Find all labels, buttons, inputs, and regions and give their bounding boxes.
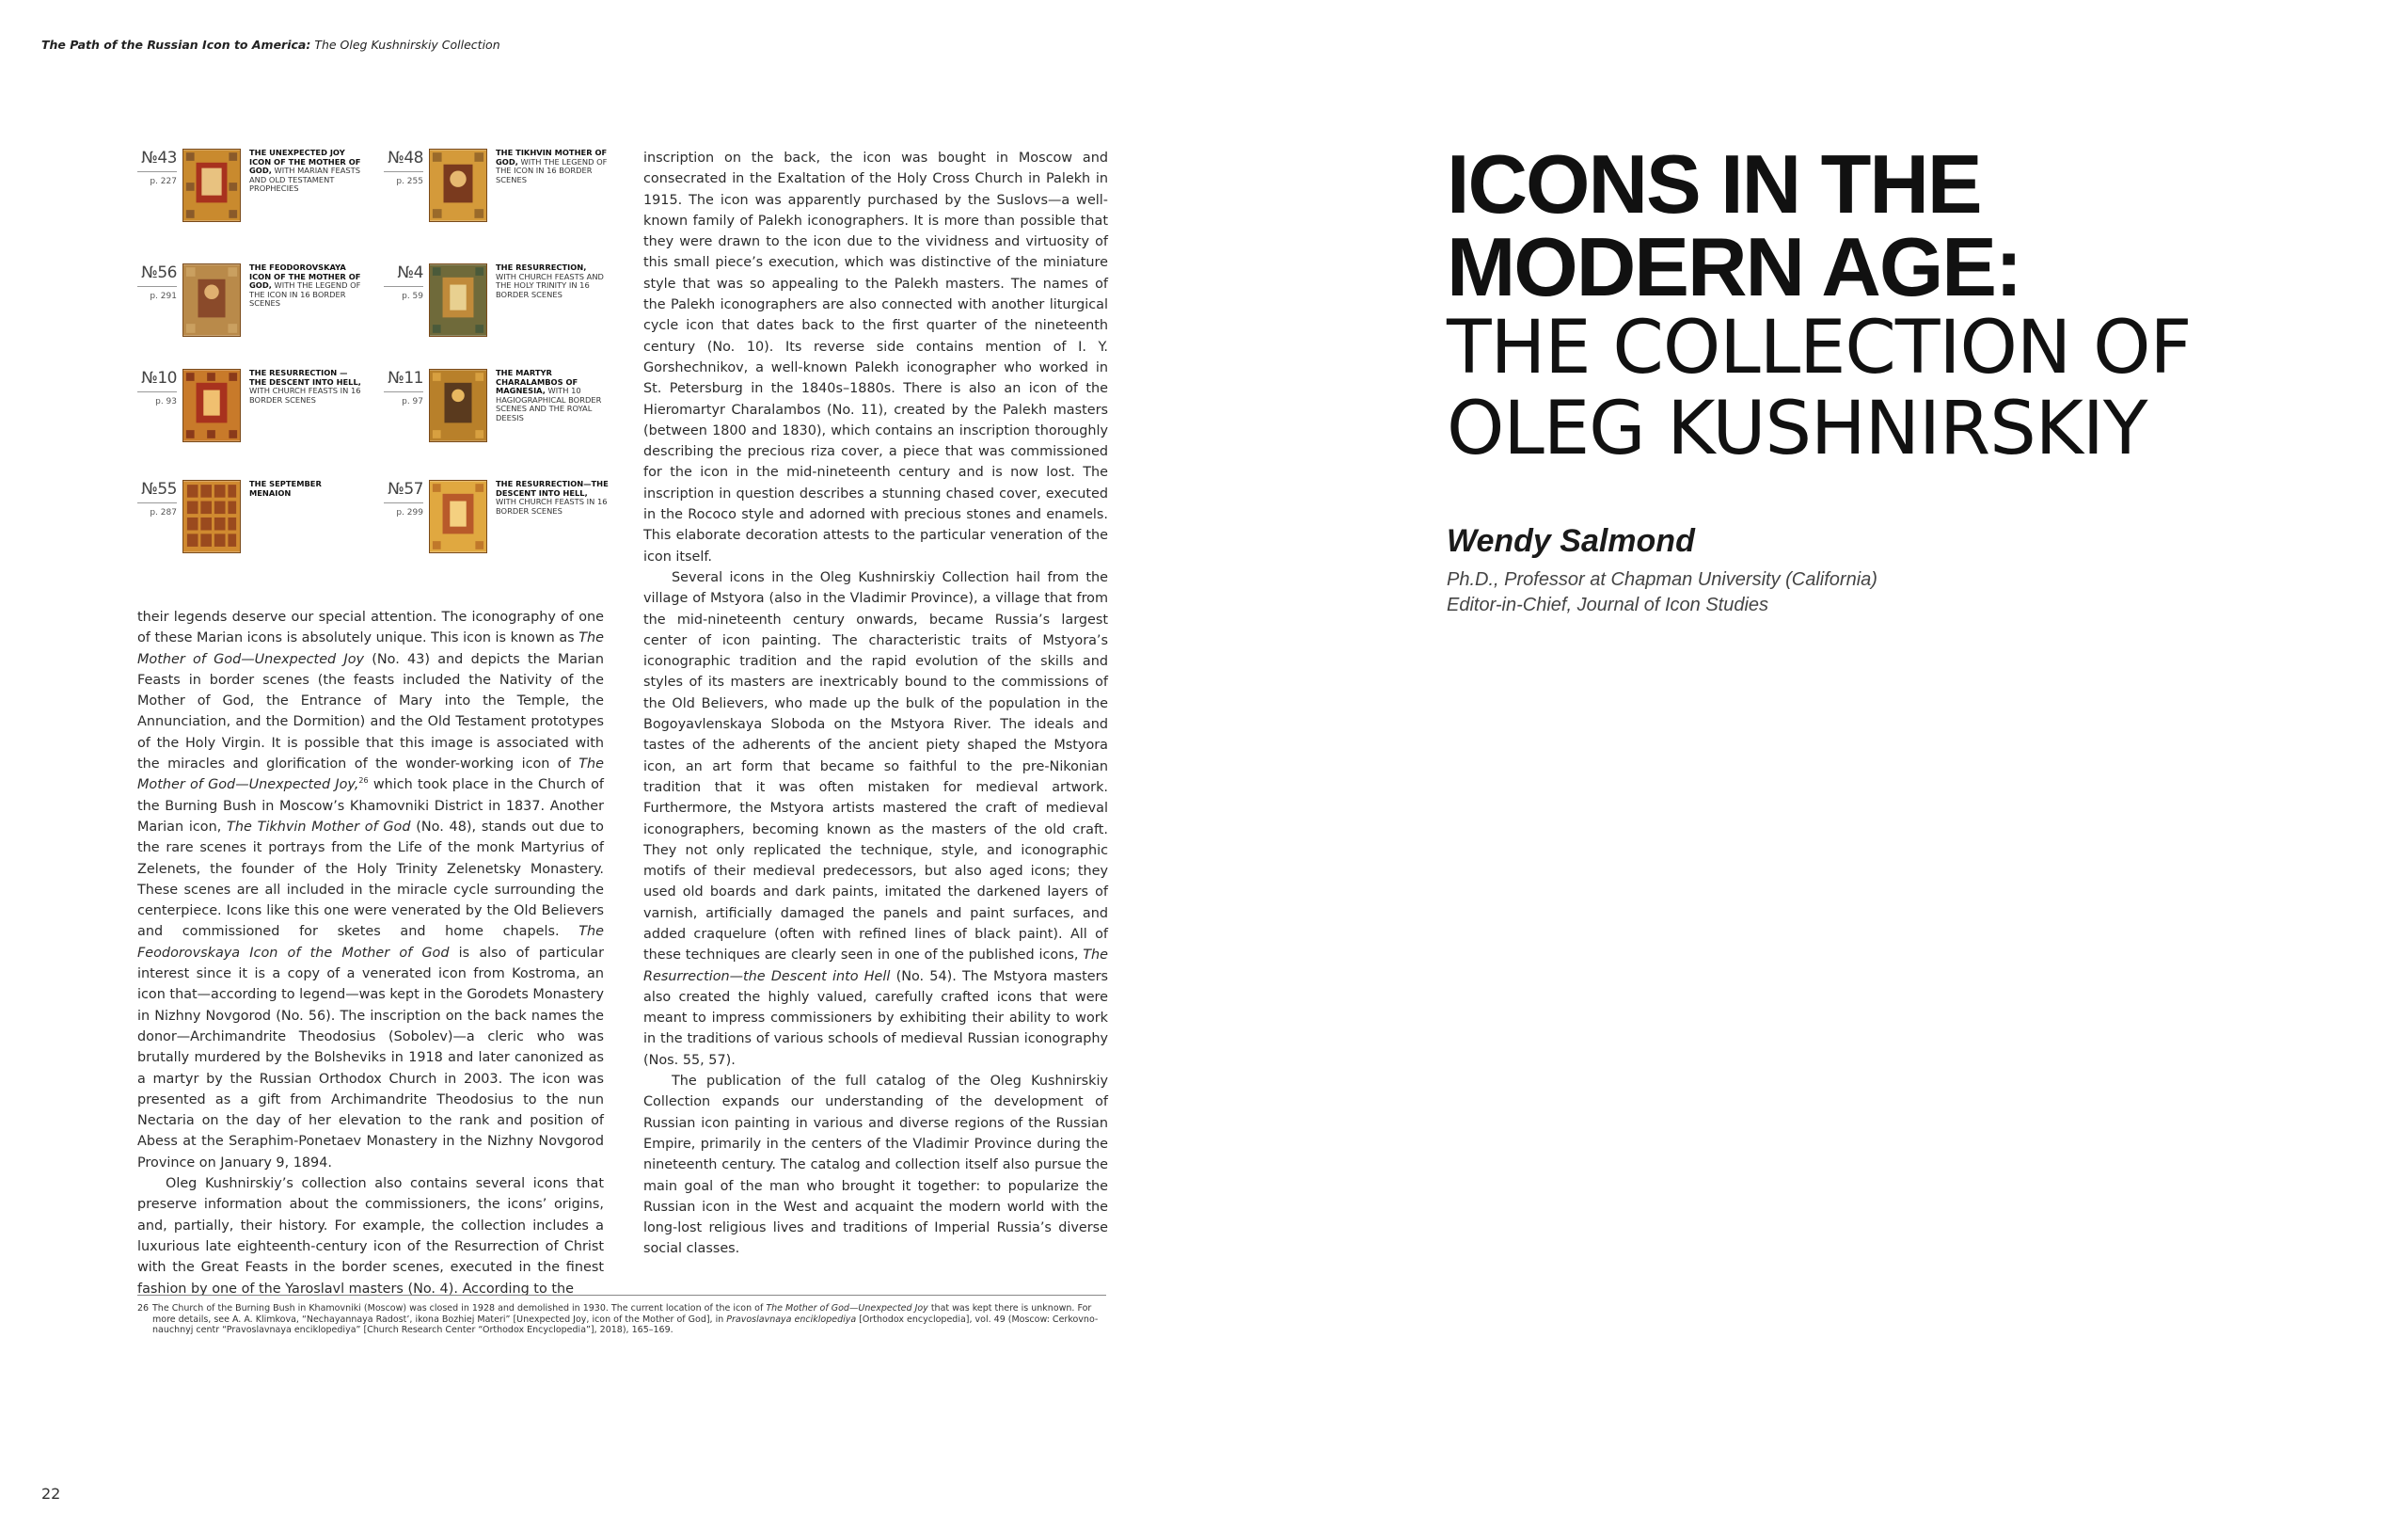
catalog-item — [137, 480, 377, 579]
article-title-bold: ICONS IN THE MODERN AGE: — [1447, 137, 2021, 313]
footnote — [137, 1303, 1106, 1336]
divider — [137, 286, 177, 287]
icon-thumbnail — [182, 149, 241, 222]
paragraph: Oleg Kushnirskiy’s collection also contains several icons that preserve information about the commissioners, the icons’ origins, and, partially, their history. For example, the collection includes a luxurious late eighteenth-century icon of the Resurrection of Christ with the Great Feasts in the border scenes, executed in the finest fashion by one of the Yaroslavl masters (No. 4). According to the — [137, 1176, 604, 1297]
catalog-caption: THE RESURRECTION, WITH CHURCH FEASTS AND THE HOLY TRINITY IN 16 BORDER SCENES — [496, 263, 604, 299]
author-affiliation: Ph.D., Professor at Chapman University (California) Editor-in-Chief, Journal of Icon Studies — [1447, 569, 1877, 615]
running-head: The Path of the Russian Icon to America: The Oleg Kushnirskiy Collection — [41, 38, 500, 52]
catalog-page: p. 255 — [396, 177, 423, 186]
footnote-text: The Church of the Burning Bush in Khamovniki (Moscow) was closed in 1928 and demolished in 1930. The current location of the icon of The Mother of God—Unexpected Joy that was kept there is unknown. For more details, see A. A. Klimkova, “Nechayannaya Radost’, ikona Bozhiej Materi” [Unexpected Joy, icon of the Mother of God], in Pravoslavnaya enciklopediya [Orthodox encyclopedia], vol. 49 (Moscow: Cerkovno-nauchnyj centr “Pravoslavnaya enciklopediya” [Church Research Center “Orthodox Encyclopedia”], 2018), 165–169. — [152, 1303, 1099, 1335]
divider — [137, 502, 177, 503]
divider — [384, 171, 423, 172]
catalog-number: №11 — [388, 369, 423, 388]
catalog-item — [384, 263, 624, 362]
catalog-caption: THE UNEXPECTED JOY ICON OF THE MOTHER OF GOD, WITH MARIAN FEASTS AND OLD TESTAMENT PROPHECIES — [249, 148, 361, 194]
icon-thumbnail — [429, 263, 487, 337]
text-column-left — [137, 607, 604, 1299]
divider — [384, 391, 423, 392]
page-number: 22 — [41, 1485, 61, 1503]
icon-thumbnail — [429, 149, 487, 222]
catalog-number: №55 — [141, 480, 177, 499]
paragraph: inscription on the back, the icon was bought in Moscow and consecrated in the Exaltation of the Holy Cross Church in Palekh in 1915. The icon was apparently purchased by the Suslovs—a well-known family of Palekh iconographers. It is more than possible that they were drawn to the icon due to the vividness and virtuosity of this small piece’s execution, which was distinctive of the miniature style that was so appealing to the Palekh masters. The names of the Palekh iconographers are also connected with another liturgical cycle icon that dates back to the first quarter of the nineteenth century (No. 10). Its reverse side contains mention of I. Y. Gorshechnikov, a well-known Palekh iconographer who worked in St. Petersburg in the 1840s–1880s. There is also an icon of the Hieromartyr Charalambos (No. 11), created by the Palekh masters (between 1800 and 1830), which contains an inscription thoroughly describing the precious riza cover, a piece that was commissioned for the icon in the mid-nineteenth century and is now lost. The inscription in question describes a stunning chased cover, executed in the Rococo style and adorned with precious stones and enamels. This elaborate decoration attests to the particular veneration of the icon itself. — [643, 151, 1108, 565]
paragraph: The publication of the full catalog of the Oleg Kushnirskiy Collection expands our understanding of the development of Russian icon painting in various and diverse regions of the Russian Empire, primarily in the centers of the Vladimir Province during the nineteenth century. The catalog and collection itself also pursue the main goal of the man who brought it together: to popularize the Russian icon in the West and acquaint the modern world with the long-lost religious lives and traditions of Imperial Russia’s diverse social classes. — [643, 1074, 1108, 1257]
text-column-right — [643, 148, 1108, 1260]
catalog-caption: THE FEODOROVSKAYA ICON OF THE MOTHER OF GOD, WITH THE LEGEND OF THE ICON IN 16 BORDER SCENES — [249, 263, 361, 309]
catalog-item — [384, 480, 624, 579]
catalog-caption: THE SEPTEMBER MENAION — [249, 479, 322, 498]
catalog-number: №10 — [141, 369, 177, 388]
footnote-number: 26 — [137, 1303, 150, 1314]
catalog-item — [384, 369, 624, 468]
catalog-page: p. 287 — [150, 508, 177, 518]
catalog-page: p. 97 — [402, 397, 423, 406]
footnote-ref[interactable]: 26 — [358, 776, 369, 786]
divider — [137, 391, 177, 392]
divider — [137, 171, 177, 172]
catalog-item — [137, 149, 377, 247]
catalog-page: p. 291 — [150, 292, 177, 301]
catalog-caption: THE RESURRECTION—THE DESCENT INTO HELL, WITH CHURCH FEASTS IN 16 BORDER SCENES — [496, 479, 609, 516]
catalog-caption: THE TIKHVIN MOTHER OF GOD, WITH THE LEGEND OF THE ICON IN 16 BORDER SCENES — [496, 148, 608, 184]
author-name: Wendy Salmond — [1447, 523, 1695, 559]
divider — [384, 502, 423, 503]
catalog-item — [384, 149, 624, 247]
icon-thumbnail — [429, 369, 487, 442]
catalog-number: №43 — [141, 149, 177, 167]
catalog-number: №56 — [141, 263, 177, 282]
catalog-caption: THE RESURRECTION —THE DESCENT INTO HELL, WITH CHURCH FEASTS IN 16 BORDER SCENES — [249, 368, 361, 405]
catalog-number: №57 — [388, 480, 423, 499]
catalog-item — [137, 263, 377, 362]
catalog-page: p. 299 — [396, 508, 423, 518]
catalog-caption: THE MARTYR CHARALAMBOS OF MAGNESIA, WITH 10 HAGIOGRAPHICAL BORDER SCENES AND THE ROYAL DEESIS — [496, 368, 602, 422]
paragraph: Several icons in the Oleg Kushnirskiy Collection hail from the village of Mstyora (also in the Vladimir Province), a village that from the mid-nineteenth century onwards, became Russia’s largest center of icon painting. The characteristic traits of Mstyora’s iconographic tradition and the rapid evolution of the skills and styles of its masters are inextricably bound to the commissions of the Old Believers, who made up the bulk of the population in the Bogoyavlenskaya Sloboda on the Mstyora River. The ideals and tastes of the adherents of the ancient piety shaped the Mstyora icon, an art form that became so faithful to the pre-Nikonian tradition that it was often mistaken for medieval artwork. Furthermore, the Mstyora artists mastered the craft of medieval iconographers, becoming known as the masters of the old craft. They not only replicated the technique, style, and iconographic motifs of their medieval predecessors, but also aged icons; they used old boards and dark paints, imitated the darkened layers of varnish, artificially damaged the panels and paint surfaces, and added craquelure (often with refined lines of black paint). All of these techniques are clearly seen in one of the published icons, The Resurrection—the Descent into Hell (No. 54). The Mstyora masters also created the highly valued, carefully crafted icons that were meant to impress commissioners by exhibiting their ability to work in the traditions of various schools of medieval Russian iconography (Nos. 55, 57). — [643, 569, 1108, 1068]
footnote-divider — [137, 1295, 1106, 1296]
catalog-number: №4 — [397, 263, 423, 282]
icon-thumbnail — [182, 369, 241, 442]
paragraph: their legends deserve our special attention. The iconography of one of these Marian icons is absolutely unique. This icon is known as The Mother of God—Unexpected Joy (No. 43) and depicts the Marian Feasts in border scenes (the feasts included the Nativity of the Mother of God, the Entrance of Mary into the Temple, the Annunciation, and the Dormition) and the Old Testament prototypes of the Holy Virgin. It is possible that this image is associated with the miracles and glorification of the wonder-working icon of The Mother of God—Unexpected Joy,$^{26}$ which took place in the Church of the Burning Bush in Moscow’s Khamovniki District in 1837. Another Marian icon, The Tikhvin Mother of God (No. 48), stands out due to the rare scenes it portrays from the Life of the monk Martyrius of Zelenets, the founder of the Holy Trinity Zelenetsky Monastery. These scenes are all included in the miracle cycle surrounding the centerpiece. Icons like this one were venerated by the Old Believers and commissioned for sketes and home chapels. The Feodorovskaya Icon of the Mother of God is also of particular interest since it is a copy of a venerated icon from Kostroma, an icon that—according to legend—was kept in the Gorodets Monastery in Nizhny Novgorod (No. 56). The inscription on the back names the donor—Archimandrite Theodosius (Sobolev)—a cleric who was brutally murdered by the Bolsheviks in 1918 and later canonized as a martyr by the Russian Orthodox Church in 2003. The icon was presented as a gift from Archimandrite Theodosius to the nun Nectaria on the day of her elevation to the rank and position of Abess at the Seraphim-Ponetaev Monastery in the Nizhny Novgorod Province on January 9, 1894. — [137, 610, 605, 1171]
icon-thumbnail — [182, 263, 241, 337]
icon-thumbnail — [429, 480, 487, 553]
catalog-page: p. 93 — [155, 397, 177, 406]
catalog-item — [137, 369, 377, 468]
catalog-number: №48 — [388, 149, 423, 167]
catalog-page: p. 59 — [402, 292, 423, 301]
article-title-light: THE COLLECTION OF OLEG KUSHNIRSKIY — [1447, 306, 2192, 471]
icon-thumbnail — [182, 480, 241, 553]
catalog-page: p. 227 — [150, 177, 177, 186]
divider — [384, 286, 423, 287]
